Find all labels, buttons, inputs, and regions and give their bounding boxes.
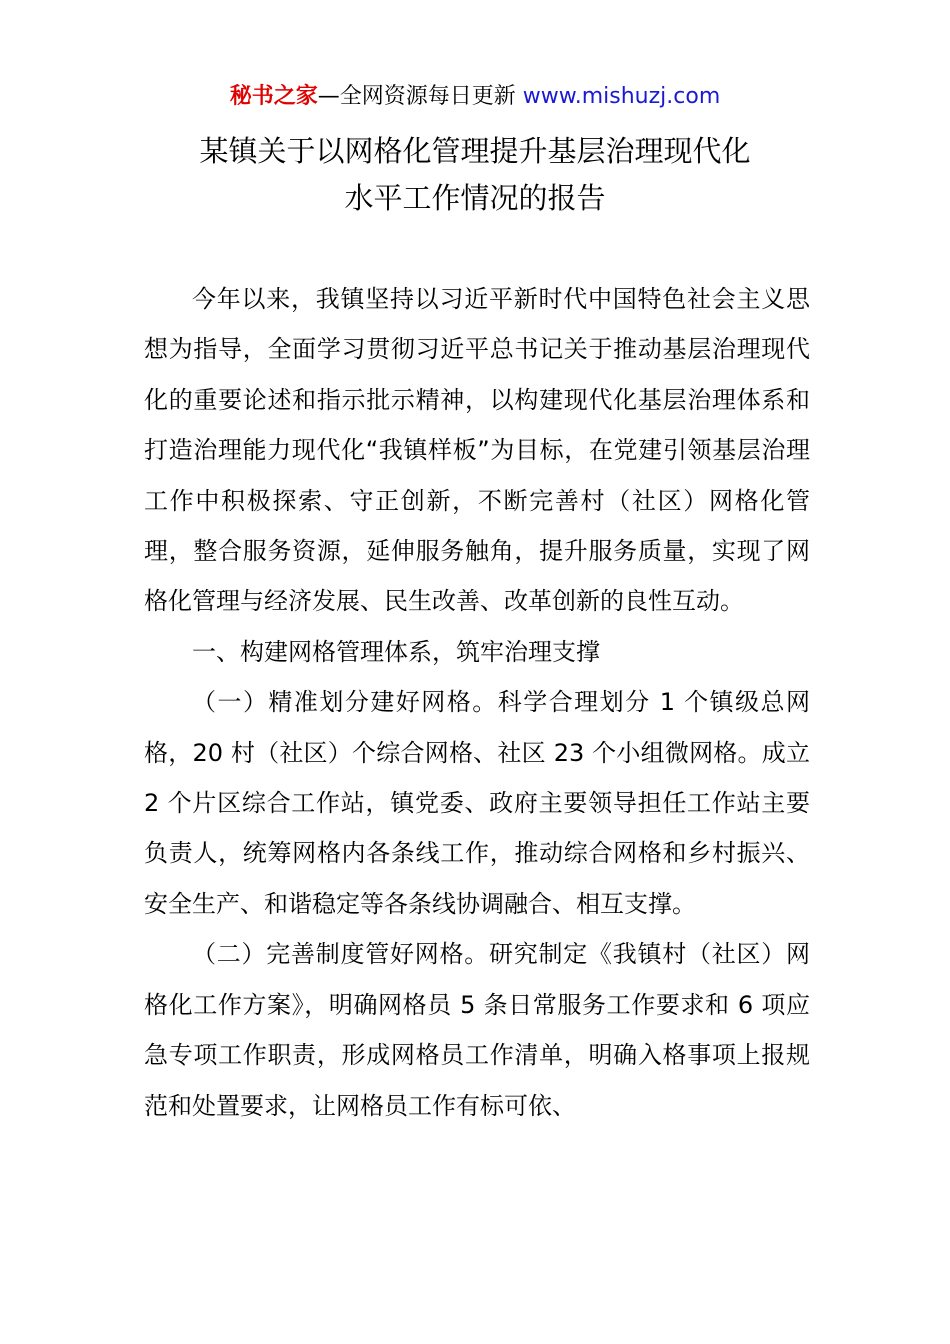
- section-heading: 一、构建网格管理体系，筑牢治理支撑: [192, 637, 600, 666]
- title-line-1: 某镇关于以网格化管理提升基层治理现代化: [199, 134, 751, 168]
- intro-paragraph: 今年以来，我镇坚持以习近平新时代中国特色社会主义思想为指导，全面学习贯彻习近平总书记关于推动基层治理现代化的重要论述和指示批示精神，以构建现代化基层治理体系和打造治理能力现代化“我镇样板”为目标，在党建引领基层治理工作中积极探索、守正创新，不断完善村（社区）网格化管理，整合服务资源，延伸服务触角，提升服务质量，实现了网格化管理与经济发展、民生改善、改革创新的良性互动。: [144, 285, 810, 616]
- subsection-1-paragraph: （一）精准划分建好网格。科学合理划分 1 个镇级总网格，20 村（社区）个综合网格、社区 23 个小组微网格。成立 2 个片区综合工作站，镇党委、政府主要领导担任工作站主要负责人，统筹网格内各条线工作，推动综合网格和乡村振兴、安全生产、和谐稳定等各条线协调融合、相互支撑。: [144, 688, 810, 918]
- title-line-2: 水平工作情况的报告: [344, 181, 606, 215]
- document-title: [0, 128, 950, 222]
- site-url-link[interactable]: www.mishuzj.com: [522, 84, 721, 109]
- site-header: [0, 80, 950, 114]
- document-body: [144, 274, 810, 1131]
- subsection-2-paragraph: （二）完善制度管好网格。研究制定《我镇村（社区）网格化工作方案》，明确网格员 5 条日常服务工作要求和 6 项应急专项工作职责，形成网格员工作清单，明确入格事项上报规范和处置要求，让网格员工作有标可依、: [144, 940, 810, 1120]
- site-brand: 秘书之家: [229, 84, 318, 109]
- site-tagline: —全网资源每日更新: [317, 84, 523, 109]
